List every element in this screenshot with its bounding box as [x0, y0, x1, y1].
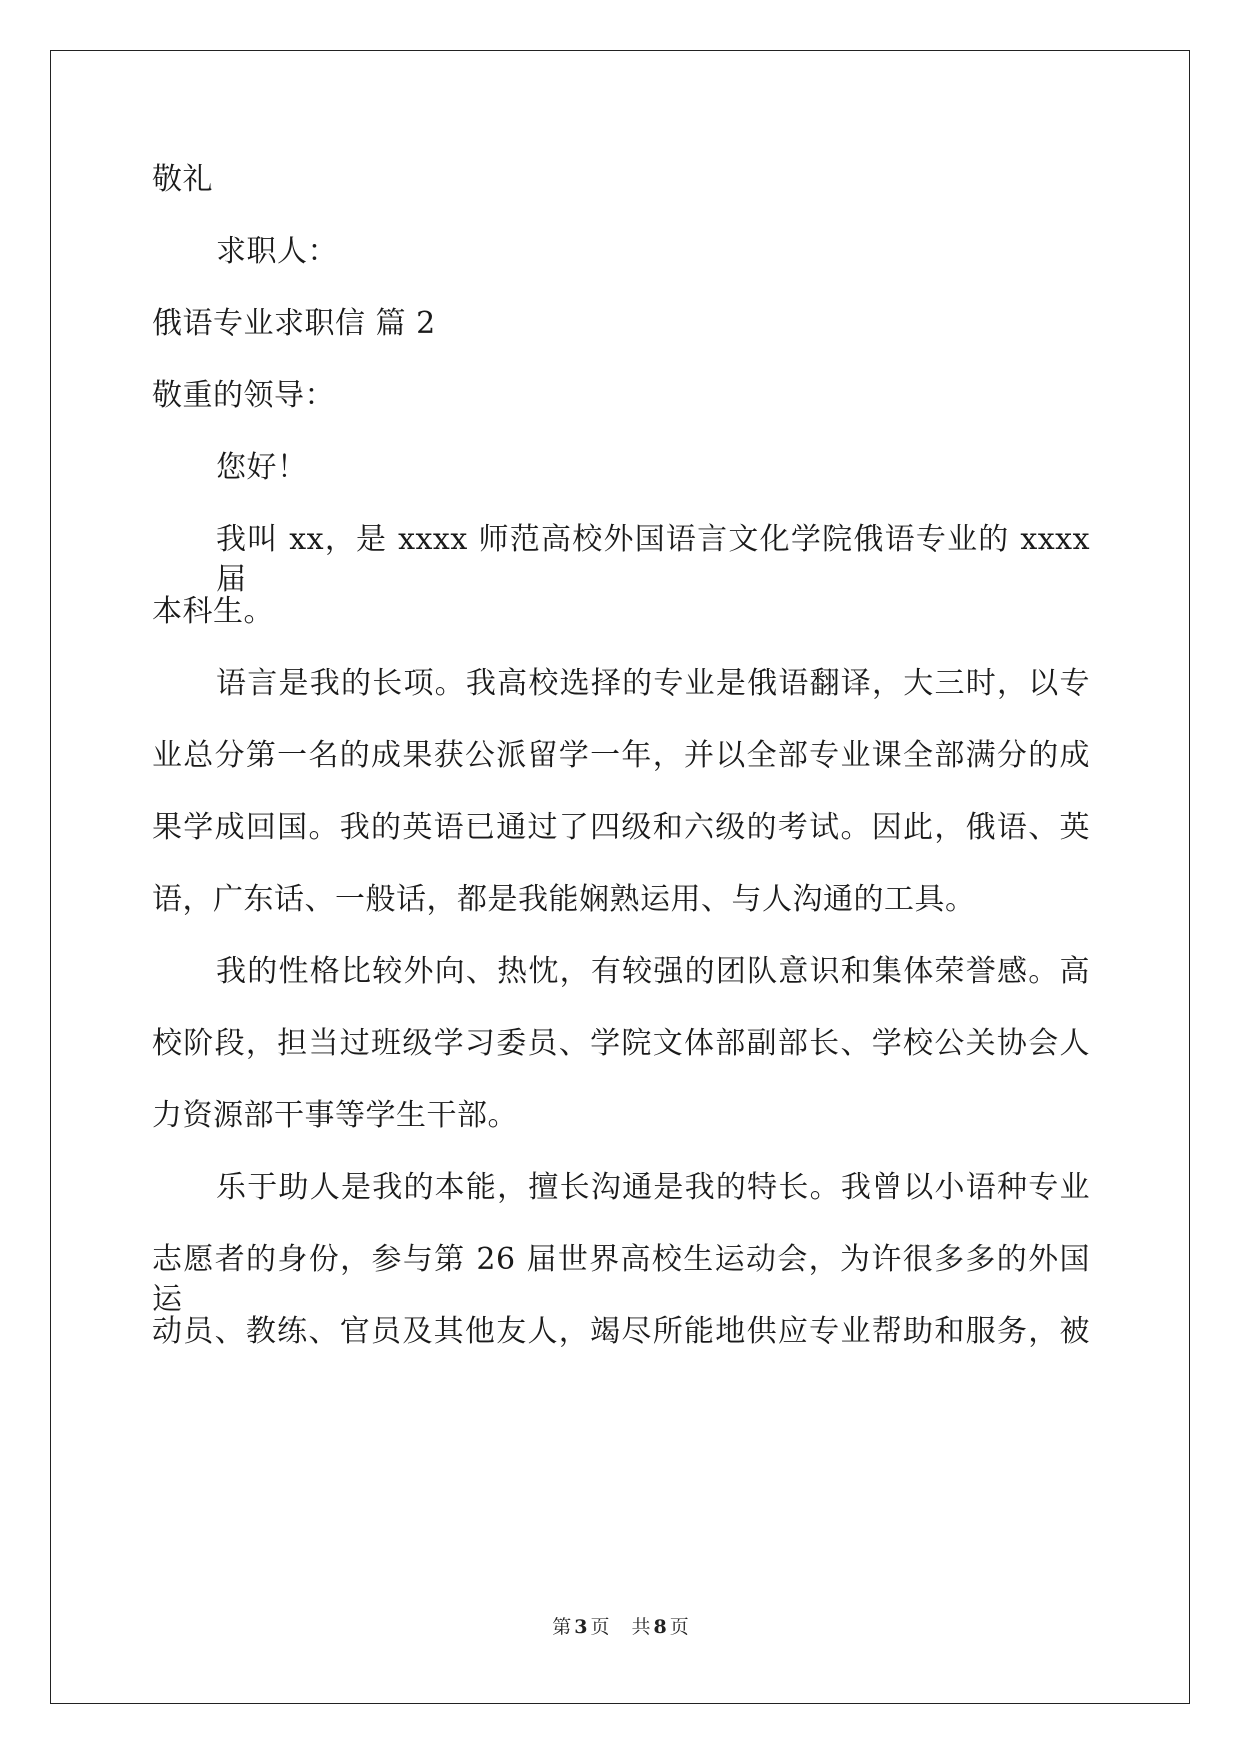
greeting-line: 您好！ — [216, 450, 308, 485]
paragraph-line: 动员、教练、官员及其他友人，竭尽所能地供应专业帮助和服务，被 — [152, 1314, 1090, 1349]
total-page-number: 8 — [653, 1616, 667, 1638]
footer-suffix: 页 — [590, 1616, 610, 1638]
paragraph-line: 志愿者的身份，参与第 26 届世界高校生运动会，为许很多多的外国运 — [152, 1242, 1090, 1317]
paragraph-line: 本科生。 — [152, 594, 274, 629]
applicant-signature-line: 求职人： — [216, 234, 338, 269]
paragraph-line: 业总分第一名的成果获公派留学一年，并以全部专业课全部满分的成 — [152, 738, 1090, 773]
footer-prefix: 第 — [552, 1616, 572, 1638]
section-heading: 俄语专业求职信 篇 2 — [152, 306, 436, 341]
page-border — [50, 50, 1190, 1704]
current-page-number: 3 — [574, 1616, 588, 1638]
paragraph-line: 乐于助人是我的本能，擅长沟通是我的特长。我曾以小语种专业 — [216, 1170, 1090, 1205]
paragraph-line: 语言是我的长项。我高校选择的专业是俄语翻译，大三时，以专 — [216, 666, 1090, 701]
paragraph-line: 果学成回国。我的英语已通过了四级和六级的考试。因此，俄语、英 — [152, 810, 1090, 845]
paragraph-line: 我的性格比较外向、热忱，有较强的团队意识和集体荣誉感。高 — [216, 954, 1090, 989]
footer-total-suffix: 页 — [669, 1616, 689, 1638]
paragraph-line: 我叫 xx，是 xxxx 师范高校外国语言文化学院俄语专业的 xxxx 届 — [216, 522, 1090, 597]
page-footer — [0, 1612, 1241, 1639]
salutation-line: 敬重的领导： — [152, 378, 335, 413]
paragraph-line: 校阶段，担当过班级学习委员、学院文体部副部长、学校公关协会人 — [152, 1026, 1090, 1061]
closing-line: 敬礼 — [152, 162, 213, 197]
paragraph-line: 语，广东话、一般话，都是我能娴熟运用、与人沟通的工具。 — [152, 882, 976, 917]
footer-total-prefix: 共 — [631, 1616, 651, 1638]
paragraph-line: 力资源部干事等学生干部。 — [152, 1098, 518, 1133]
